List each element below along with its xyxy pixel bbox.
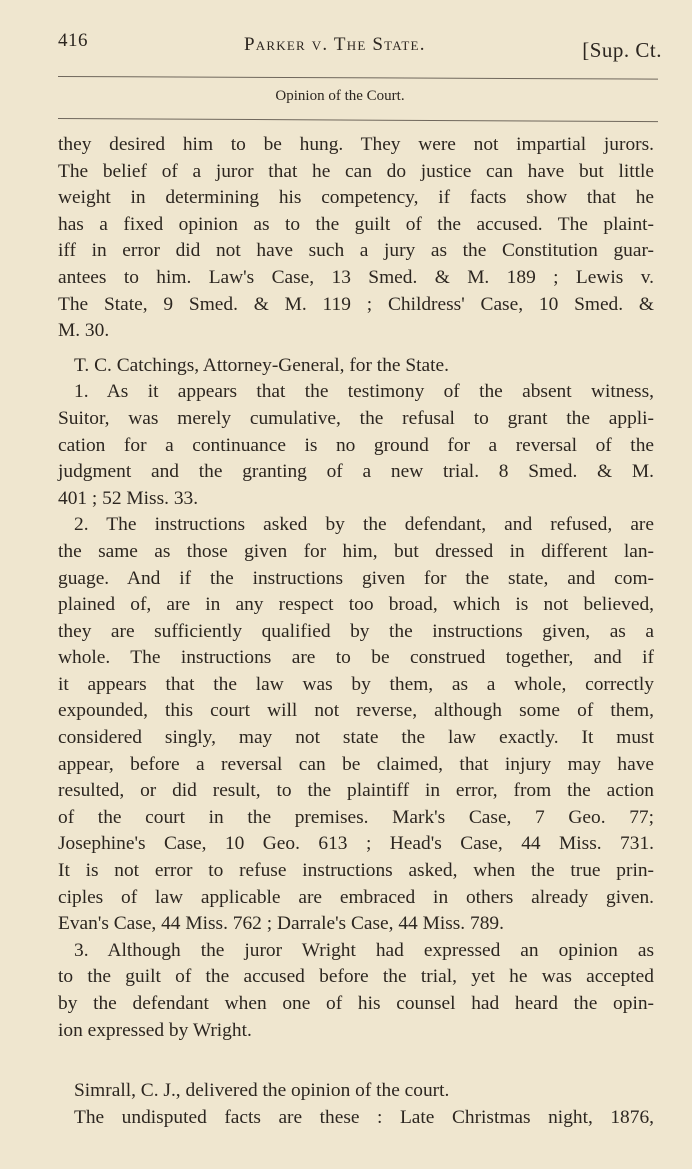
text-line: Josephine's Case, 10 Geo. 613 ; Head's Case, 44 Miss. 731. [58, 833, 654, 855]
section-subheading: Opinion of the Court. [275, 88, 405, 104]
text-line: M. 30. [58, 320, 110, 342]
text-line: Suitor, was merely cumulative, the refusal to grant the appli- [58, 407, 654, 429]
text-line: considered singly, may not state the law exactly. It must [58, 727, 654, 749]
page-number: 416 [58, 30, 88, 51]
running-title: Parker v. The State. [244, 34, 426, 55]
subheading-rule [58, 118, 658, 122]
page-header [58, 26, 662, 66]
text-line: 3. Although the juror Wright had expressed an opinion as [74, 939, 654, 961]
text-line: to the guilt of the accused before the trial, yet he was accepted [58, 966, 654, 988]
text-line: 1. As it appears that the testimony of the absent witness, [74, 381, 654, 403]
text-line: guage. And if the instructions given for the state, and com- [58, 567, 654, 589]
text-line: 2. The instructions asked by the defendant, and refused, are [74, 514, 654, 536]
text-line: of the court in the premises. Mark's Case, 7 Geo. 77; [58, 806, 654, 828]
text-line: whole. The instructions are to be construed together, and if [58, 647, 654, 669]
text-line: iff in error did not have such a jury as the Constitution guar- [58, 240, 654, 262]
text-line: Evan's Case, 44 Miss. 762 ; Darrale's Case, 44 Miss. 789. [58, 913, 504, 935]
body-text [58, 132, 654, 1131]
header-rule [58, 76, 658, 80]
text-line: The belief of a juror that he can do justice can have but little [58, 160, 654, 182]
text-line: weight in determining his competency, if facts show that he [58, 187, 654, 209]
text-line: ciples of law applicable are embraced in others already given. [58, 886, 654, 908]
text-line: antees to him. Law's Case, 13 Smed. & M. 189 ; Lewis v. [58, 266, 654, 288]
text-line: The State, 9 Smed. & M. 119 ; Childress' Case, 10 Smed. & [58, 293, 654, 315]
text-line: it appears that the law was by them, as a whole, correctly [58, 673, 654, 695]
text-line: expounded, this court will not reverse, although some of them, [58, 700, 654, 722]
opinion-attribution: Simrall, C. J., delivered the opinion of the court. [74, 1080, 450, 1102]
court-label: [Sup. Ct. [582, 38, 662, 62]
text-line: resulted, or did result, to the plaintiff in error, from the action [58, 780, 654, 802]
text-line: It is not error to refuse instructions asked, when the true prin- [58, 860, 654, 882]
text-line: cation for a continuance is no ground for a reversal of the [58, 434, 654, 456]
text-line: judgment and the granting of a new trial. 8 Smed. & M. [58, 461, 654, 483]
text-line: they desired him to be hung. They were not impartial jurors. [58, 134, 654, 155]
text-line: they are sufficiently qualified by the instructions given, as a [58, 620, 654, 642]
text-line: plained of, are in any respect too broad, which is not believed, [58, 594, 654, 616]
text-line: 401 ; 52 Miss. 33. [58, 487, 199, 509]
counsel-line: T. C. Catchings, Attorney-General, for the State. [74, 354, 449, 376]
text-line: ion expressed by Wright. [58, 1019, 252, 1041]
text-line: appear, before a reversal can be claimed, that injury may have [58, 753, 654, 775]
text-line: has a fixed opinion as to the guilt of the accused. The plaint- [58, 213, 654, 235]
text-line: the same as those given for him, but dressed in different lan- [58, 540, 654, 562]
text-line: The undisputed facts are these : Late Christmas night, 1876, [74, 1106, 654, 1128]
text-line: by the defendant when one of his counsel had heard the opin- [58, 993, 654, 1014]
